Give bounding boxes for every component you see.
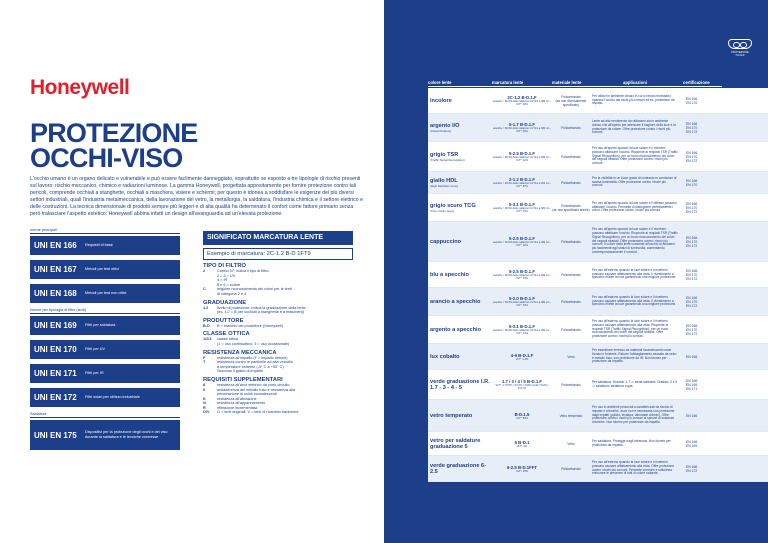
marking-key: 2 xyxy=(203,269,206,273)
lens-color-cell xyxy=(428,463,492,475)
norms-section-title: Norme per tipologia di filtro (lenti) xyxy=(30,308,180,314)
lens-table xyxy=(428,88,768,482)
lens-color-sub: (Traffic Signal Recognition) xyxy=(430,157,465,162)
lens-marking-cell xyxy=(492,177,552,188)
marking-line xyxy=(203,310,353,315)
lens-marking-cell xyxy=(492,379,552,390)
lens-certification-cell: EN 166 EN 170 EN 172 xyxy=(686,121,698,134)
badge-line-2: OCCHI xyxy=(735,54,745,58)
norms-panel xyxy=(30,228,180,455)
lens-color-cell xyxy=(428,239,492,245)
marking-value: riflessione incrementata xyxy=(217,405,258,410)
lens-marking-note: VLT*: 1,3% xyxy=(515,357,529,361)
lens-marking-note: assorbe > 99,9% delle radiazioni UV fino a 400 nm - VLT*: 87% xyxy=(493,182,551,188)
table-header-cell: marcatura lente xyxy=(492,80,552,87)
lens-certification-cell: EN 166 EN 170 EN 172 xyxy=(686,235,698,248)
marking-key xyxy=(203,369,217,374)
lens-marking-note: assorbe > 99,9% delle radiazioni UV fino a 380 nm - VLT*: 25% xyxy=(493,274,551,280)
table-row xyxy=(428,400,768,432)
lens-application-cell: Per utilizzi in ambiente chiuso in cui si renda necessario ripararsi l'occhio dai rischi più comuni ed es. protezione da impatto. xyxy=(592,93,675,106)
norm-code: UNI EN 170 xyxy=(34,345,77,354)
page-title xyxy=(30,118,198,173)
lens-marking-cell xyxy=(492,465,552,473)
lens-marking-note: assorbe > 99,9% delle radiazioni UV fino a 380 nm - VLT*: 13% xyxy=(493,329,551,335)
lens-marking-cell xyxy=(492,353,552,361)
norm-code: UNI EN 167 xyxy=(34,265,77,274)
lens-certification-cell: EN 166 xyxy=(686,413,698,418)
lens-marking-code: 5-3.1 B-D.1.F xyxy=(508,324,536,329)
marking-heading: PRODUTTORE xyxy=(203,317,244,324)
badge-line-1: PROTEZIONE xyxy=(731,51,749,54)
lens-application-cell: Per saldatura: Gradazi. 1.7 -> sesta saldatori. Gradazi. 3 e 5 -> saldatura, saldatura a gas. xyxy=(592,379,678,388)
lens-application-cell: Per uso all'esterno quando la luce solare e il riverbero possono causare affaticamento alla vista. Offre protezione contro i rischi più comuni. Permette controllo e sottolinea rinforzare le presenze di tutti di colore radiante. xyxy=(592,459,675,476)
marking-value: classe ottica xyxy=(217,337,238,342)
norm-row xyxy=(30,388,180,407)
lens-certification-cell: EN 166 EN 170 xyxy=(686,96,698,105)
table-row xyxy=(428,114,768,142)
lens-certification-cell: EN 166 EN 170 EN 172 xyxy=(686,268,698,281)
lens-application-cell: Per uso all'esterno quando la luce solare e il riverbero possono causare affaticamento alla vista. Il rivestimento a specchio riflette la luce garantendo una migliore protezione. xyxy=(592,267,677,280)
lens-color-cell xyxy=(428,123,492,133)
lens-color-cell xyxy=(428,178,492,188)
marking-key: N xyxy=(203,401,206,406)
lens-marking-note: assorbe > 99,9% delle radiazioni UV fino a 380 nm - VLT*: 22% xyxy=(493,241,551,247)
marking-line xyxy=(203,410,353,415)
lens-marking-cell xyxy=(492,95,552,106)
marking-key: 1.2 xyxy=(203,305,209,310)
lens-material-cell: Vetro xyxy=(567,354,575,359)
lens-color-name: verde graduazione I.R. 1.7 - 3 - 4 - 5 xyxy=(430,378,490,391)
lens-certification-cell: EN 166 xyxy=(686,354,698,359)
title-line-1: PROTEZIONE xyxy=(30,118,198,148)
norm-row xyxy=(30,236,180,255)
marking-heading: REQUISITI SUPPLEMENTARI xyxy=(203,376,283,383)
marking-heading: CLASSE OTTICA xyxy=(203,331,250,338)
lens-certification-cell: EN 166 EN 170 EN 172 xyxy=(686,295,698,308)
lens-color-cell xyxy=(428,299,492,305)
norm-code: UNI EN 169 xyxy=(34,321,77,330)
marking-key xyxy=(203,310,217,315)
lens-marking-note: assorbe > 99,9% delle radiazioni UV fino a 380 nm - VLT*: 45% xyxy=(493,127,551,133)
norms-section-title: norme principali xyxy=(30,228,180,234)
table-row xyxy=(428,316,768,344)
table-row xyxy=(428,344,768,370)
lens-color-name: argento a specchio xyxy=(430,326,481,333)
marking-value: 4 = IR xyxy=(217,278,228,283)
lens-material-cell: Policarbonato xyxy=(561,327,581,332)
lens-application-cell: Per uso all'esterno quando la luce solare e il riverbero possono causare affaticamento alla vista. Il rivestimento a specchio riflette la luce garantendo una migliore protezione. xyxy=(592,294,677,307)
lens-color-cell xyxy=(428,379,492,391)
eye-protection-badge xyxy=(726,39,754,57)
norm-code: UNI EN 166 xyxy=(34,241,77,250)
lens-marking-code: 5-2.5 B-D.1.F xyxy=(508,269,536,274)
table-header-cell: materiale lente xyxy=(552,80,590,87)
norm-desc: Filtri per UV xyxy=(85,347,106,352)
lens-application-cell: Lente ad alto rendimento da utilizzarsi sia in ambiente chiuso che all'aperto per attenuare il bagliore della luce e la protezione da solare. Offre protezione contro i rischi più comuni. xyxy=(592,118,676,135)
lens-material-cell: Policarbonato xyxy=(561,272,581,277)
marking-key xyxy=(203,292,217,297)
lens-certification-cell: EN 166 EN 169 EN 171 xyxy=(686,378,698,391)
lens-color-cell xyxy=(428,203,492,213)
lens-color-name: incolore xyxy=(430,97,452,104)
lens-marking-cell xyxy=(492,296,552,307)
lens-marking-cell xyxy=(492,122,552,133)
lens-material-cell: Policarbonato xyxy=(561,466,581,471)
lens-marking-cell xyxy=(492,324,552,335)
lens-marking-cell xyxy=(492,269,552,280)
marking-heading: TIPO DI FILTRO xyxy=(203,263,247,269)
norm-row xyxy=(30,340,180,359)
marking-key: T xyxy=(203,360,206,365)
marking-value: resistenza all'impatto (F = impatto debole) xyxy=(217,355,288,360)
lens-material-cell: Policarbonato xyxy=(561,239,581,244)
lens-color-name: grigio TSR xyxy=(430,151,459,158)
lens-marking-cell xyxy=(492,202,552,213)
marking-heading: GRADUAZIONE xyxy=(203,299,247,306)
marking-key: O/V xyxy=(203,410,210,415)
lens-color-name: arancio a specchio xyxy=(430,298,481,305)
marking-value: penetrazione di solidi incandescenti xyxy=(217,392,277,397)
lens-material-cell: Policarbonato xyxy=(561,125,581,130)
lens-color-name: blu a specchio xyxy=(430,271,469,278)
lens-marking-cell xyxy=(492,412,552,420)
table-row xyxy=(428,142,768,172)
table-row xyxy=(428,88,768,114)
norm-desc: Filtri solari per utilizzo industriale xyxy=(85,395,140,400)
lens-color-name: vetro temperato xyxy=(430,412,473,419)
lens-color-cell xyxy=(428,354,492,360)
lens-marking-code: 1.7 / 3 / 4 / 5 B-D.1.F xyxy=(501,379,543,384)
table-header-cell: colore lente xyxy=(428,80,492,87)
lens-application-cell: Per uso all'esterno quando la luce solare e il riverbero possono causare affaticamento alla vista. Risponde ai requisiti TSR (Traffic Signal Recognition), per un buon riconoscimento dei colori dei segnali stradali. Offre protezione contro i rischi più comuni. xyxy=(592,318,669,339)
norm-code: UNI EN 168 xyxy=(34,289,77,298)
lens-marking-cell xyxy=(492,440,552,448)
norm-row xyxy=(30,260,180,279)
lens-marking-code: 2-1.2 B-D.1.F xyxy=(508,177,536,182)
marking-heading: RESISTENZA MECCANICA xyxy=(203,349,277,356)
lens-application-cell: Per uso all'aperto quando la luce solare e il riflesso possono affaticare l'occhio. Permette di distinguere perfettamente i colori. Offre protezione contro i rischi più comuni. xyxy=(592,200,677,213)
marking-value: O = lenti originali; V = lenti di ricambio backmore xyxy=(217,410,299,415)
lens-application-cell: Per saldatura. Protegge dagli infrarossi. Non idoneo per protezione da impatto. xyxy=(592,438,671,447)
table-row xyxy=(428,288,768,316)
table-header-cell: applicazioni xyxy=(590,80,680,87)
lens-marking-note: VLT*: 1,7=57% / 3=17% / 4=8% media / 5=2% / 6=0,7% xyxy=(495,384,549,390)
lens-material-cell: Policarbonato xyxy=(561,299,581,304)
lens-color-sub: (True Colour Grey) xyxy=(430,208,455,213)
lens-certification-cell: EN 166 EN 170 xyxy=(686,178,698,187)
norm-row xyxy=(30,364,180,383)
lens-marking-code: 5-1.7 B-D.1.F xyxy=(508,122,536,127)
lens-color-sub: (Indoor/Outdoor) xyxy=(430,128,452,133)
norm-code: UNI EN 175 xyxy=(34,430,77,440)
marking-value: livello di protezione: indica la graduazione della lente xyxy=(217,305,306,310)
lens-color-cell xyxy=(428,413,492,419)
lens-marking-note: assorbe > 99,9% delle radiazioni UV fino a 380 nm - VLT*: 22% xyxy=(493,156,551,162)
marking-key: 8 xyxy=(203,382,206,387)
lens-color-sub: (High Definition Lens) xyxy=(430,183,458,188)
lens-application-cell: Per la visibilità in un buon grado di contrasto in condizioni di scarsa luminosità. Offre protezione contro i rischi più comuni. xyxy=(592,175,677,188)
norm-code: UNI EN 171 xyxy=(34,369,77,378)
marking-key: R xyxy=(203,405,206,410)
marking-value: migliore riconoscimento dei colori per le lenti xyxy=(217,287,292,292)
norm-row xyxy=(30,284,180,303)
lens-marking-note: VLT*: 25% xyxy=(516,469,528,473)
marking-example: Esempio di marcatura: 2C-1.2 B-D 1FT9 xyxy=(203,248,353,260)
marking-line xyxy=(203,342,353,347)
lens-marking-code: 4-6 B-D.1.F xyxy=(510,352,534,358)
table-row xyxy=(428,370,768,400)
lens-application-cell: Per uso all'aperto quando la luce solare e il riverbero possono affaticare l'occhio. Risponde ai requisiti TSR (Traffic Signal Recognition), per un buon riconoscimento dei colori dei segnali stradali. Offre protezione contro i rischi più comuni. Il colore della lente consente all'occhio di abituarsi più facilmente agli sbalzi di luminosità, aumentando contemporaneamente il comfort. xyxy=(592,226,678,255)
lens-color-name: cappuccino xyxy=(430,238,462,245)
marking-value: (1 = uso continuativo; 3 = uso occasionale) xyxy=(217,341,290,346)
lens-color-name: lux cobalto xyxy=(430,353,460,360)
lens-marking-note: VLT*: 84% xyxy=(516,416,528,420)
norm-row xyxy=(30,420,180,450)
norm-desc: Metodi per test ottici xyxy=(85,267,119,272)
lens-material-cell: Policarbonato xyxy=(561,180,581,185)
honeywell-logo: Honeywell xyxy=(30,76,130,99)
title-line-2: OCCHI-VISO xyxy=(30,143,183,173)
lens-color-name: vetro per saldature graduazione 5 xyxy=(430,437,481,450)
lens-marking-cell xyxy=(492,236,552,247)
table-row xyxy=(428,456,768,482)
lens-color-cell xyxy=(428,327,492,333)
lens-marking-note: assorbe > 99,9% delle radiazioni UV fino a 380 nm - VLT*: 34% xyxy=(493,301,551,307)
marking-key: C xyxy=(203,287,206,292)
lens-color-cell xyxy=(428,98,492,104)
intro-paragraph: L'occhio umano è un organo delicato e vulnerabile e può essere facilmente danneggiato, soprattutto se esposto a tre tipologie di rischio presenti sul lavoro: rischio meccanico, chimico e radiazioni luminose. La gamma Honeywell, progettata appositamente per fornire protezione contro tali pericoli, comprende occhiali a stanghette, occhiali a maschera, visiere e schermi; per questo è idonea a soddisfare le esigenze dei più diversi settori industriali, quali l'industria metalmeccanica, della lavorazione del vetro, la metallurgia, la saldatura, l'industria chimica e il settore elettrico e delle costruzioni. La tecnica dimensionale di prodotti sempre più leggeri e di alta qualità ha determinato il confort come fattore primario senza però tralasciare l'aspetto estetico: Honeywell abbina infatti un design all'avanguardia ad un'elevata protezione. xyxy=(30,176,363,218)
lens-marking-code: 6-2.5 B-D.1FFT xyxy=(506,464,538,470)
lens-color-cell xyxy=(428,152,492,162)
norm-desc: Requisiti di base xyxy=(85,243,113,248)
marking-key xyxy=(203,342,217,347)
marking-key: 1/2/3 xyxy=(203,337,212,342)
marking-value: antiaderenza del metallo fuso e resistenza alla xyxy=(217,387,296,392)
lens-material-cell: Policarbonato (se non specificato anche) xyxy=(552,203,590,212)
lens-marking-code: 5-2.0 B-D.1.F xyxy=(508,296,536,301)
lens-marking-note: VLT*: 3% xyxy=(516,444,528,448)
lens-marking-note: assorbe > 99,9% delle radiazioni UV fino a 380 nm - VLT*: 92% xyxy=(493,100,551,106)
lens-color-name: argento I/O xyxy=(430,122,460,129)
lens-application-cell: Per uso all'aperto quando la luce solare è il membro possono affaticare l'occhio. Risponde ai requisiti TSR (Traffic Signal Recognition), per un buon riconoscimento dei colori dei segnali stradali. Offre protezione contro i rischi più comuni. xyxy=(592,145,678,166)
marking-line xyxy=(203,324,353,329)
marking-value: a temperature estreme (-5° C a +55° C) xyxy=(217,364,284,369)
table-row xyxy=(428,222,768,262)
marking-value: 2 = 3 = UV xyxy=(217,273,236,278)
lens-certification-cell: EN 166 EN 169 xyxy=(686,439,698,448)
lens-marking-code: 5-3.1 B-D.1.F xyxy=(508,202,536,207)
lens-marking-code: 5-2.5 B-D.1.F xyxy=(508,236,536,241)
marking-value: resistenza all'arco elettrico da corto circuito xyxy=(217,382,290,387)
lens-material-cell: Vetro xyxy=(567,441,575,446)
table-row xyxy=(428,432,768,456)
lens-certification-cell: EN 166 EN 170 EN 172 xyxy=(686,323,698,336)
lens-application-cell: Per esaminare emesso da materiali incandescenti come fornaci e fonderie. Ridurre l'abbagliamento causato da vetro e metallo fuso, con protezione da IR. Non idoneo per protezione da impatto. xyxy=(592,347,677,364)
goggles-icon xyxy=(728,39,752,49)
lens-marking-code: 5 B-D.1 xyxy=(514,439,530,445)
lens-marking-code: 2C-1.2 B-D.1.F xyxy=(507,95,537,100)
lens-marking-cell xyxy=(492,151,552,162)
marking-value: 5 e 6 = solare xyxy=(217,282,241,287)
lens-color-name: verde graduazione 6-2.5 xyxy=(430,462,486,475)
lens-color-cell xyxy=(428,272,492,278)
norm-code: UNI EN 172 xyxy=(34,393,77,402)
lens-application-cell: Per uso in ambienti personali a caratterizzati da rischio di impatto e chimiche, dove non è necessaria una protezione dagli impatti (pulizia, levatura, laboratori chimici). Offre protezione contro i rischi più comuni ai spruzzi di sostanze chimiche. Non idoneo per protezione da impatto. xyxy=(592,404,675,425)
marking-value: (es. 1.2 = B per occhiali a stanghetta e a maschera) xyxy=(217,310,305,315)
lens-certification-cell: EN 166 EN 170 EN 172 xyxy=(686,201,698,214)
table-header-cell: certificazione xyxy=(680,80,722,87)
marking-key: 9 xyxy=(203,387,206,392)
marking-title: SIGNIFICATO MARCATURA LENTE xyxy=(203,231,353,245)
lens-material-cell: Policarbonato xyxy=(561,154,581,159)
table-row xyxy=(428,194,768,222)
marking-line xyxy=(203,292,353,297)
marking-value: Cornici N°, indica il tipo di filtro: xyxy=(217,269,270,273)
marking-line xyxy=(203,369,353,374)
lens-certification-cell: EN 166 EN 170 EN 172 xyxy=(686,150,698,163)
lens-color-name: giallo HDL xyxy=(430,177,458,184)
marking-value: resistenza contro le particelle ad alta velocità xyxy=(217,360,293,365)
norm-desc: Filtri per saldatura xyxy=(85,323,116,328)
marking-value: resistenza all'abrasione xyxy=(217,396,257,401)
marking-panel xyxy=(203,231,353,415)
marking-value: Secondo il grado di impatto xyxy=(217,369,264,374)
marking-key: F xyxy=(203,355,206,360)
lens-color-cell xyxy=(428,438,492,450)
norm-desc: Dispositivi per la protezione degli occhi e del viso durante la saldatura e le tecniche connesse xyxy=(85,430,168,439)
norm-row xyxy=(30,316,180,335)
marking-value: resistenza all'appannamento xyxy=(217,401,266,406)
table-row xyxy=(428,172,768,194)
marking-value: B = marchio del produttore (Honeywell) xyxy=(217,323,283,328)
table-header xyxy=(428,80,722,87)
lens-material-cell: Vetro temperato xyxy=(559,413,583,418)
norms-section-title: Saldatura xyxy=(30,412,180,418)
norm-desc: Filtri per IR xyxy=(85,371,104,376)
table-row xyxy=(428,262,768,288)
lens-color-name: grigio scuro TCG xyxy=(430,202,476,209)
lens-certification-cell: EN 166 EN 172 xyxy=(686,464,698,473)
marking-value: di categoria 2 e 4 xyxy=(217,291,247,296)
lens-material-cell: Policarbonato xyxy=(561,382,581,387)
lens-material-cell: Policarbonato (se non diversamente specificato) xyxy=(555,94,587,107)
marking-key: B-D xyxy=(203,323,210,328)
lens-marking-code: 5-2.5 B-D.1.F xyxy=(508,151,536,156)
norm-desc: Metodi per test non ottici xyxy=(85,291,127,296)
lens-marking-code: B-D.1.5 xyxy=(514,411,530,417)
lens-marking-note: assorbe > 99,9% delle radiazioni UV fino a 380 nm - VLT*: 15% xyxy=(493,207,551,213)
footnote: * VLT: Visible Light Transmission (Trasmissione della Luce Visibile) xyxy=(640,510,723,514)
marking-key: K xyxy=(203,396,206,401)
